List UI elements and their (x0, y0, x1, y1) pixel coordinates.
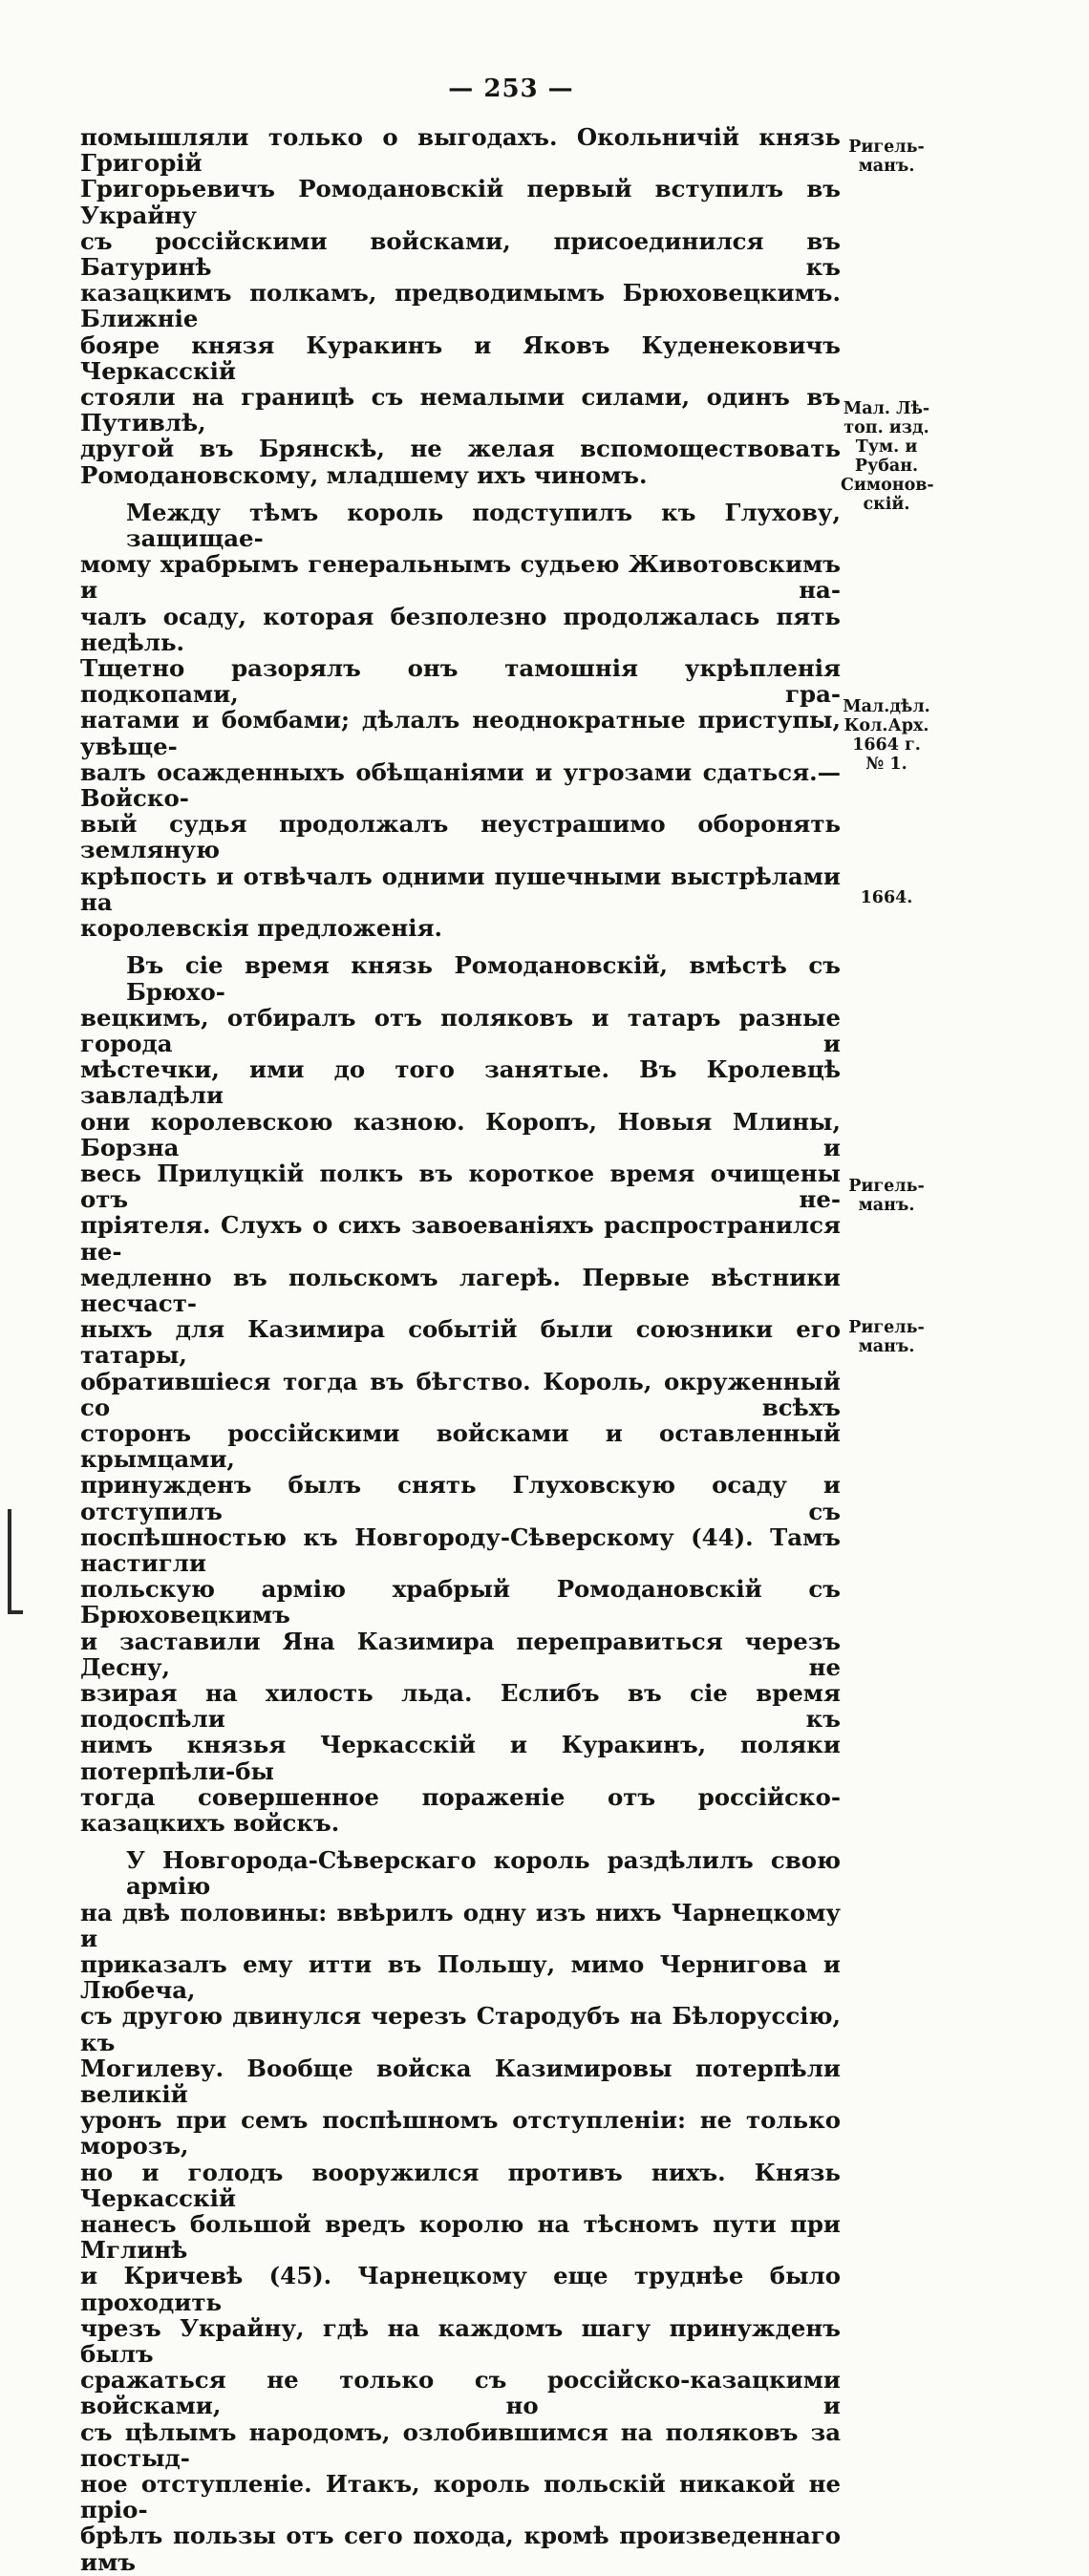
margin-note-line: 1664 г. (852, 735, 921, 755)
margin-note-line: топ. изд. (843, 418, 929, 437)
text-line: сражаться не только съ россійско-казацкими войсками, но и (80, 2366, 841, 2420)
text-line: Тщетно разорялъ онъ тамошнія укрѣпленія подкопами, гра- (80, 654, 841, 709)
text-line: сторонъ россійскими войсками и оставленный крымцами, (80, 1418, 841, 1474)
margin-note-line: Мал. Лѣ- (843, 399, 930, 418)
text-line: бояре князя Куракинъ и Яковъ Куденековичъ Черкасскій (80, 330, 841, 385)
text-line: другой въ Брянскѣ, не желая вспомоществовать Ромодановскому, младшему ихъ чиномъ. (80, 435, 841, 489)
paragraph-1 (80, 124, 841, 488)
text-line: брѣлъ пользы отъ сего похода, кромѣ произведеннаго имъ (80, 2522, 841, 2576)
text-line: принужденъ былъ снять Глуховскую осаду и отступилъ съ (80, 1471, 841, 1525)
margin-note-line: 1664. (860, 888, 913, 907)
text-line: королевскія предложенія. (80, 914, 443, 943)
text-line: ныхъ для Казимира событій были союзники его татары, (80, 1315, 841, 1370)
text-line: чалъ осаду, которая безполезно продолжалась пять недѣль. (80, 602, 841, 656)
margin-note (841, 888, 932, 907)
text-line: они королевскою казною. Коропъ, Новыя Млины, Борзна и (80, 1107, 841, 1161)
margin-note (841, 697, 932, 774)
text-line: нимъ князья Черкасскій и Куракинъ, поляки потерпѣли-бы (80, 1731, 841, 1785)
text-line: Между тѣмъ король подступилъ къ Глухову, защищае- (126, 498, 841, 553)
text-line: ное отступленіе. Итакъ, король польскій никакой не прio- (80, 2470, 841, 2524)
text-line: приказалъ ему итти въ Польшу, мимо Чернигова и Любеча, (80, 1950, 841, 2005)
margin-note-line: манъ. (858, 1337, 915, 1356)
text-line: уронъ при семъ поспѣшномъ отступленіи: не только морозъ, (80, 2106, 841, 2161)
body-text (80, 124, 841, 2575)
text-line: поспѣшностью къ Новгороду-Сѣверскому (44). Тамъ настигли (80, 1522, 841, 1577)
text-line: Григорьевичъ Ромодановскій первый вступилъ въ Украйну (80, 175, 841, 229)
text-line: обратившіеся тогда въ бѣгство. Король, окруженный со всѣхъ (80, 1367, 841, 1421)
text-line: съ другою двинулся черезъ Стародубъ на Бѣлоруссію, къ (80, 2002, 841, 2056)
text-line: польскую армію храбрый Ромодановскій съ Брюховецкимъ (80, 1575, 841, 1629)
paragraph-2 (80, 500, 841, 941)
text-line: крѣпость и отвѣчалъ одними пушечными выстрѣлами на (80, 862, 841, 916)
text-line: и Кричевѣ (45). Чарнецкому еще труднѣе было проходить (80, 2262, 841, 2316)
text-line: вый судья продолжалъ неустрашимо оборонять земляную (80, 810, 841, 864)
margin-note (841, 1177, 932, 1215)
text-line: съ цѣлымъ народомъ, озлобившимся на поляковъ за постыд- (80, 2417, 841, 2472)
text-line: пріятеля. Слухъ о сихъ завоеваніяхъ распространился не- (80, 1211, 841, 1266)
paragraph-3 (80, 952, 841, 1836)
margin-note-line: манъ. (858, 1196, 915, 1215)
margin-note-line: скій. (863, 495, 910, 514)
text-line: У Новгорода-Сѣверскаго король раздѣлилъ свою армію (126, 1846, 841, 1901)
text-line: взирая на хилость льда. Еслибъ въ сіе время подоспѣли къ (80, 1678, 841, 1734)
margin-note-line: Кол.Арх. (843, 716, 929, 735)
margin-note-line: Ригель- (848, 1177, 925, 1196)
margin-note-line: Тум. и (855, 437, 918, 457)
margin-note-line: Ригель- (848, 1318, 925, 1337)
text-line: мѣстечки, ими до того занятые. Въ Кролевцѣ завладѣли (80, 1055, 841, 1110)
text-line: Въ сіе время князь Ромодановскій, вмѣстѣ съ Брюхо- (126, 951, 841, 1006)
text-line: Могилеву. Вообще войска Казимировы потерпѣли великій (80, 2054, 841, 2109)
text-line: натами и бомбами; дѣлалъ неоднократные приступы, увѣще- (80, 706, 841, 760)
scan-edge-mark-foot (8, 1610, 23, 1614)
text-line: помышляли только о выгодахъ. Окольничій князь Григорій (80, 123, 841, 178)
text-line: валъ осажденныхъ обѣщаніями и угрозами сдаться.—Войско- (80, 757, 841, 813)
paragraph-4 (80, 1847, 841, 2575)
text-line: съ россійскими войсками, присоединился въ Батуринѣ къ (80, 226, 841, 282)
text-line: весь Прилуцкій полкъ въ короткое время очищены отъ не- (80, 1159, 841, 1214)
margin-note-line: № 1. (865, 755, 908, 774)
text-line: и заставили Яна Казимира переправиться черезъ Десну, не (80, 1627, 841, 1681)
text-line: вецкимъ, отбиралъ отъ поляковъ и татаръ разные города и (80, 1003, 841, 1057)
text-line: медленно въ польскомъ лагерѣ. Первые вѣстники несчаст- (80, 1263, 841, 1317)
page-number: — 253 — (448, 75, 574, 103)
text-line: нанесъ большой вредъ королю на тѣсномъ пути при Мглинѣ (80, 2210, 841, 2265)
text-line: чрезъ Украйну, гдѣ на каждомъ шагу принужденъ былъ (80, 2313, 841, 2369)
scan-edge-mark (8, 1509, 11, 1614)
text-line: мому храбрымъ генеральнымъ судьею Животовскимъ и на- (80, 550, 841, 605)
margin-note-line: Рубан. (854, 457, 919, 476)
margin-note-line: Ригель- (848, 138, 925, 157)
text-line: казацкимъ полкамъ, предводимымъ Брюховецкимъ. Ближніе (80, 279, 841, 333)
margin-note-line: Мал.дѣл. (843, 697, 930, 716)
margin-note-line: манъ. (858, 157, 915, 176)
text-line: стояли на границѣ съ немалыми силами, одинъ въ Путивлѣ, (80, 383, 841, 437)
text-line: на двѣ половины: ввѣрилъ одну изъ нихъ Чарнецкому и (80, 1898, 841, 1952)
margin-note (841, 138, 932, 176)
text-line: но и голодъ вооружился противъ нихъ. Князь Черкасскій (80, 2158, 841, 2212)
margin-note (841, 1318, 932, 1356)
margin-note-line: Симонов- (841, 476, 934, 495)
margin-note (841, 399, 932, 514)
text-line: тогда совершенное пораженіе отъ россійско-казацкихъ войскъ. (80, 1782, 841, 1837)
